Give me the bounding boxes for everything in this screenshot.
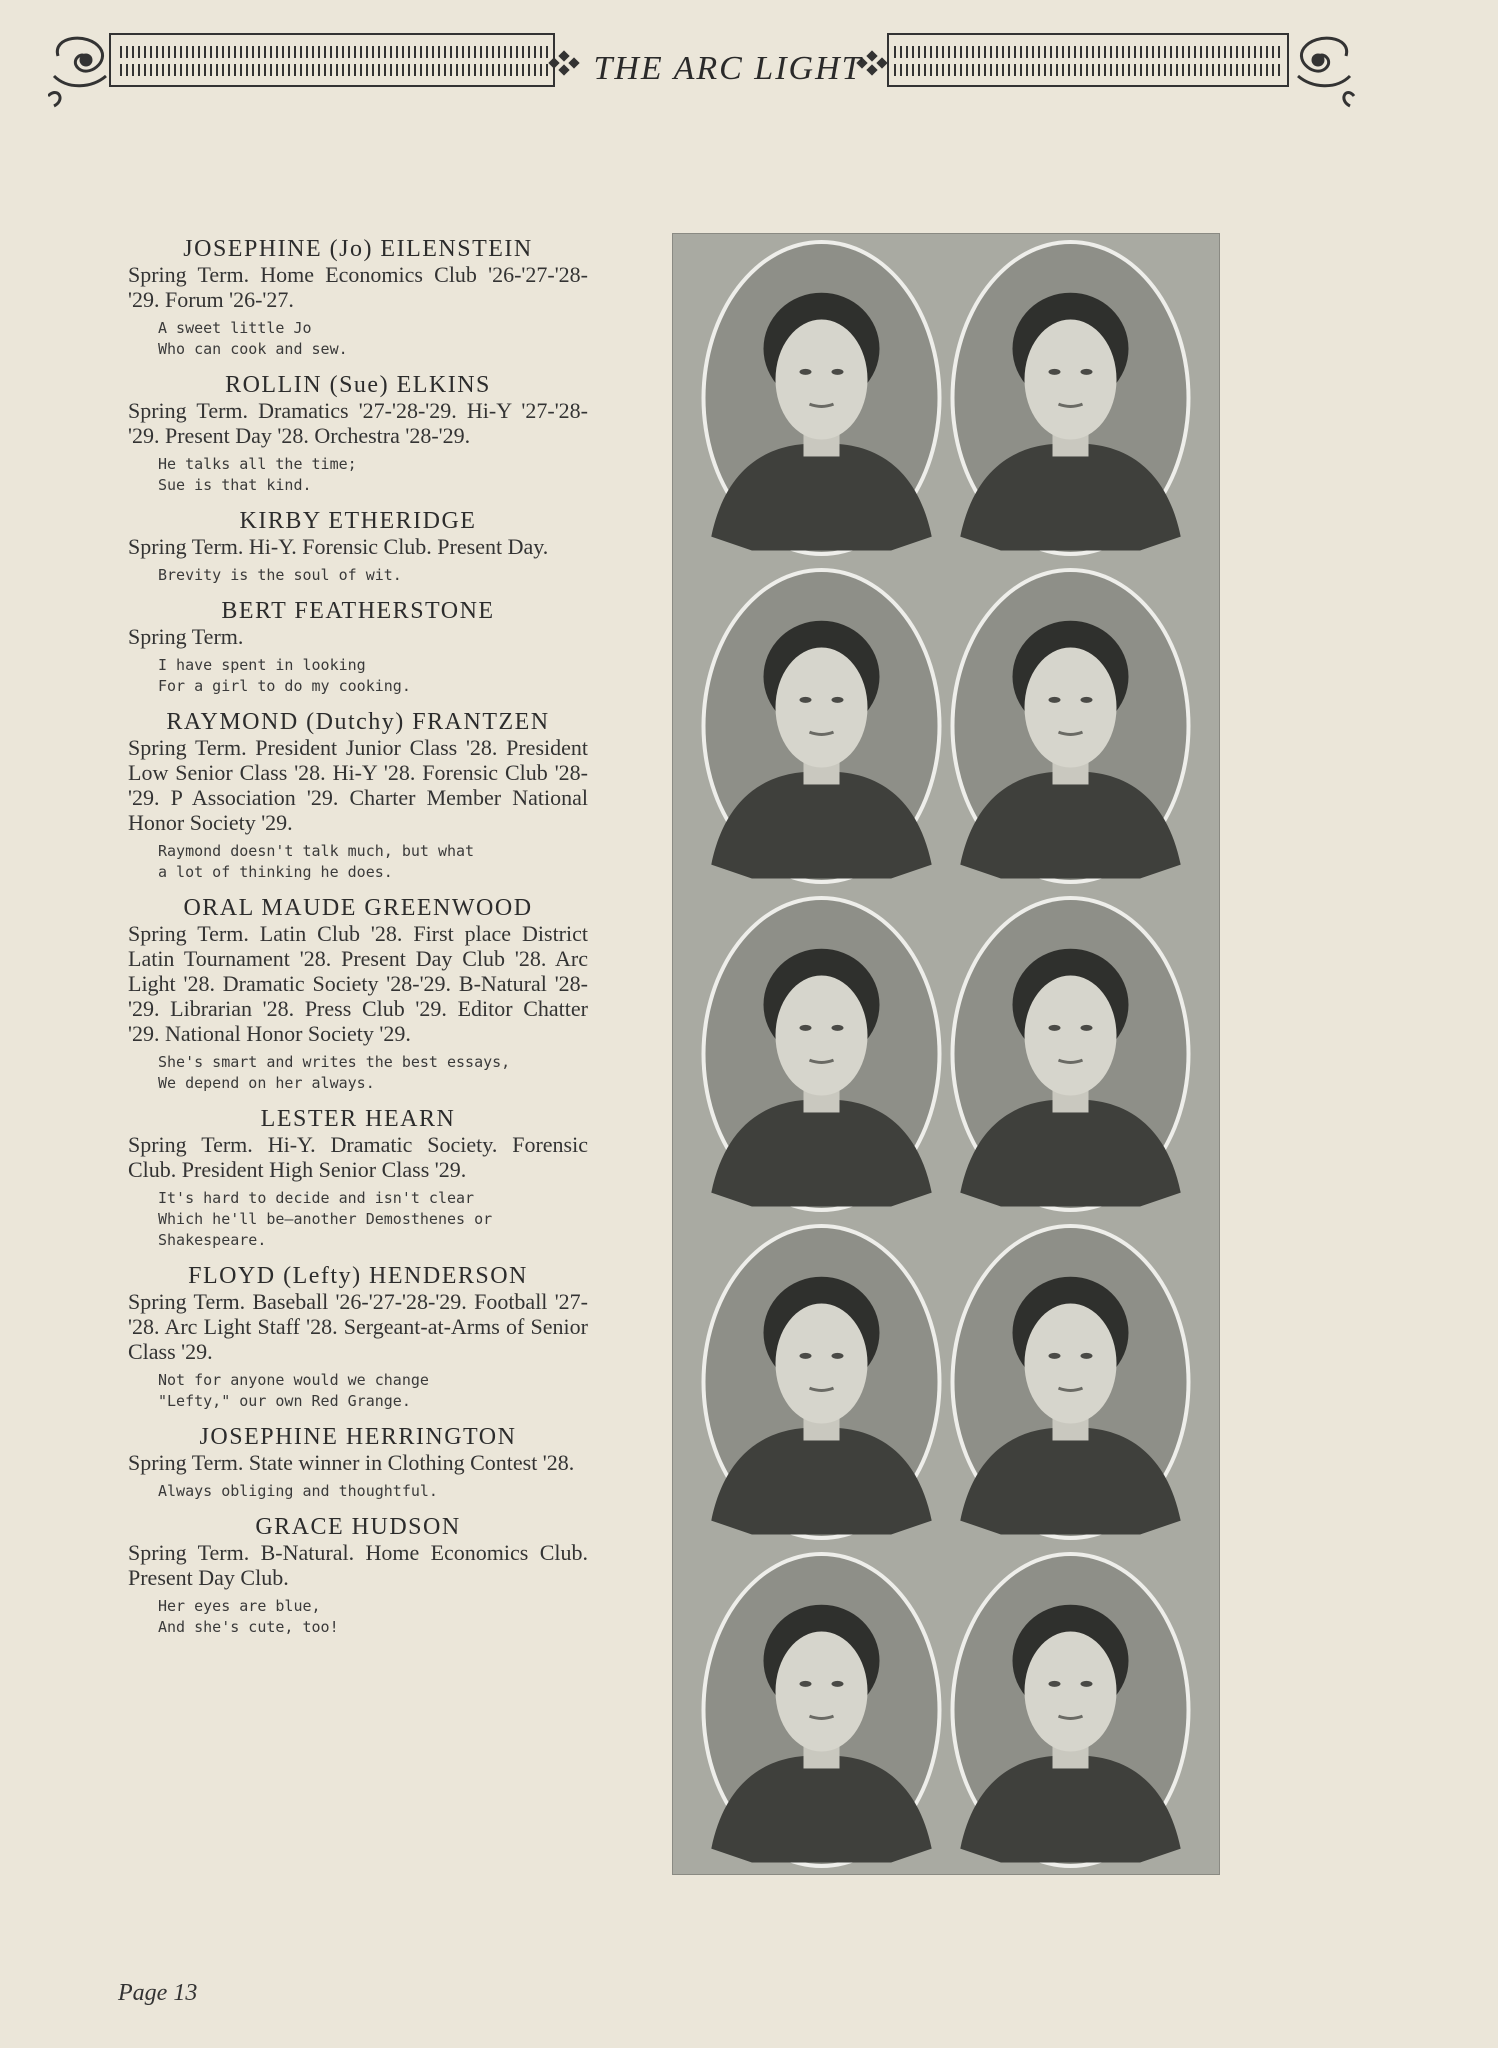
entry-greenwood [128,895,588,1094]
entry-herrington [128,1424,588,1502]
entry-elkins [128,372,588,496]
student-verse: Always obliging and thoughtful. [158,1482,438,1500]
entry-eilenstein [128,236,588,360]
student-verse: Brevity is the soul of wit. [158,566,402,584]
student-activities: Spring Term. Home Economics Club '26-'27-'28-'29. Forum '26-'27. [128,262,588,312]
student-activities: Spring Term. State winner in Clothing Contest '28. [128,1450,575,1475]
portrait-panel [672,233,1220,1875]
student-name: LESTER HEARN [260,1106,456,1132]
student-verse: It's hard to decide and isn't clear Which he'll be—another Demosthenes or Shakespeare. [158,1189,493,1249]
student-portrait [951,896,1191,1212]
student-portrait [951,1224,1191,1540]
student-verse: I have spent in looking For a girl to do my cooking. [158,656,411,695]
entry-etheridge [128,508,588,586]
left-scroll-ornament [48,38,106,106]
publication-title: THE ARC LIGHT [593,50,863,87]
student-name: FLOYD (Lefty) HENDERSON [188,1263,528,1289]
student-portrait [702,568,942,884]
student-activities: Spring Term. [128,624,244,649]
entry-frantzen [128,709,588,883]
entry-hudson [128,1514,588,1638]
student-activities: Spring Term. B-Natural. Home Economics Club. Present Day Club. [128,1540,588,1590]
student-name: JOSEPHINE HERRINGTON [199,1424,517,1450]
student-name: RAYMOND (Dutchy) FRANTZEN [166,709,550,735]
student-activities: Spring Term. Baseball '26-'27-'28-'29. Football '27-'28. Arc Light Staff '28. Sergeant-at-Arms of Senior Class '29. [128,1289,588,1364]
student-activities: Spring Term. Hi-Y. Forensic Club. Present Day. [128,534,549,559]
student-name: KIRBY ETHERIDGE [239,508,477,534]
student-verse: He talks all the time; Sue is that kind. [158,455,357,494]
right-scroll-ornament [1298,38,1354,106]
student-activities: Spring Term. President Junior Class '28. President Low Senior Class '28. Hi-Y '28. Forensic Club '28-'29. P Association '29. Charter Member National Honor Society '29. [128,735,588,835]
student-activities: Spring Term. Dramatics '27-'28-'29. Hi-Y '27-'28-'29. Present Day '28. Orchestra '28-'29. [128,398,588,448]
senior-biographies [128,236,588,1650]
student-portrait [702,896,942,1212]
header-banner [48,26,1356,108]
student-verse: Raymond doesn't talk much, but what a lot of thinking he does. [158,842,475,881]
student-portrait [702,1224,942,1540]
student-activities: Spring Term. Hi-Y. Dramatic Society. Forensic Club. President High Senior Class '29. [128,1132,588,1182]
student-name: ROLLIN (Sue) ELKINS [225,372,491,398]
page-number: Page 13 [118,1980,198,2006]
student-activities: Spring Term. Latin Club '28. First place District Latin Tournament '28. Present Day Club '28. Arc Light '28. Dramatic Society '28-'29. B-Natural '28-'29. Librarian '28. Press Club '29. Editor Chatter '29. National Honor Society '29. [128,921,588,1046]
student-name: ORAL MAUDE GREENWOOD [183,895,533,921]
student-portrait [951,240,1191,556]
entry-featherstone [128,598,588,697]
student-verse: A sweet little Jo Who can cook and sew. [158,319,348,358]
student-portrait [702,1552,942,1868]
student-verse: Her eyes are blue, And she's cute, too! [158,1597,339,1636]
student-name: BERT FEATHERSTONE [221,598,495,624]
entry-henderson [128,1263,588,1412]
entry-hearn [128,1106,588,1251]
student-verse: She's smart and writes the best essays, We depend on her always. [158,1053,511,1092]
student-name: JOSEPHINE (Jo) EILENSTEIN [183,236,533,262]
student-portrait [951,568,1191,884]
portrait-grid [673,234,1219,1874]
student-portrait [702,240,942,556]
student-portrait [951,1552,1191,1868]
student-name: GRACE HUDSON [255,1514,461,1540]
student-verse: Not for anyone would we change "Lefty," our own Red Grange. [158,1371,429,1410]
